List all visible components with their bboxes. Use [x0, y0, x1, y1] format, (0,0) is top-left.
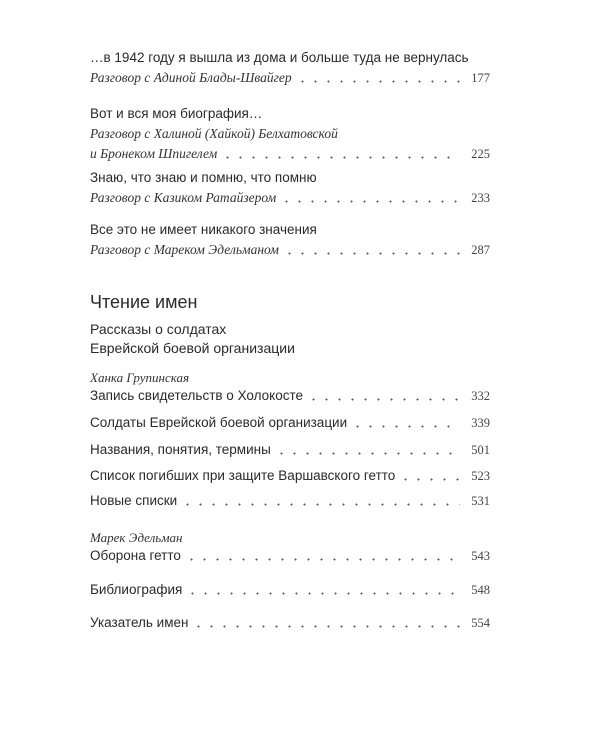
toc-entry[interactable]	[90, 546, 490, 566]
leader-dots	[275, 452, 460, 455]
section-subtitle	[90, 320, 470, 358]
toc-entry[interactable]	[90, 580, 490, 600]
toc-entry[interactable]	[90, 491, 490, 511]
entry-subtitle: Разговор с Халиной (Хайкой) Белхатовской	[90, 126, 338, 141]
page-number: 287	[471, 243, 490, 257]
toc-entry[interactable]	[90, 466, 490, 486]
entry-title: Названия, понятия, термины	[90, 442, 271, 457]
entry-title: Библиография	[90, 582, 183, 597]
leader-dots	[296, 80, 460, 83]
toc-entry[interactable]	[90, 104, 490, 164]
section-subtitle-line: Еврейской боевой организации	[90, 340, 295, 356]
entry-sub-row	[90, 144, 490, 164]
leader-dots	[307, 398, 460, 401]
entry-subtitle: Разговор с Казиком Ратайзером	[90, 190, 277, 205]
author-name: Ханка Групинская	[90, 370, 190, 385]
toc-entry[interactable]	[90, 386, 490, 406]
entry-sub-row	[90, 68, 490, 88]
section-title: Чтение имен	[90, 292, 198, 312]
leader-dots	[351, 425, 460, 428]
entry-title: Солдаты Еврейской боевой организации	[90, 415, 348, 430]
entry-title: Оборона гетто	[90, 548, 181, 563]
toc-entry[interactable]	[90, 440, 490, 460]
page-number: 543	[471, 549, 490, 563]
page-number: 332	[471, 389, 490, 403]
leader-dots	[283, 252, 460, 255]
page-number: 501	[471, 443, 490, 457]
entry-title: Список погибших при защите Варшавского гетто	[90, 468, 396, 483]
leader-dots	[221, 156, 460, 159]
entry-title: Знаю, что знаю и помню, что помню	[90, 170, 317, 185]
toc-entry[interactable]	[90, 613, 490, 633]
leader-dots	[185, 558, 460, 561]
toc-entry[interactable]	[90, 220, 490, 260]
page-number: 177	[471, 71, 490, 85]
entry-subtitle: Разговор с Мареком Эдельманом	[90, 242, 279, 257]
toc-entry[interactable]	[90, 48, 490, 88]
leader-dots	[280, 200, 460, 203]
toc-entry[interactable]	[90, 413, 490, 433]
leader-dots	[192, 625, 460, 628]
page-number: 531	[471, 494, 490, 508]
entry-title: Все это не имеет никакого значения	[90, 222, 317, 237]
entry-title: Вот и вся моя биография…	[90, 106, 263, 121]
section-subtitle-line: Рассказы о солдатах	[90, 321, 227, 337]
leader-dots	[181, 503, 460, 506]
entry-sub-row	[90, 240, 490, 260]
entry-title: …в 1942 году я вышла из дома и больше туда не вернулась	[90, 50, 469, 65]
entry-subtitle: Разговор с Адиной Блады-Швайгер	[90, 70, 292, 85]
page-number: 233	[471, 191, 490, 205]
leader-dots	[186, 592, 460, 595]
entry-title: Запись свидетельств о Холокосте	[90, 388, 304, 403]
author-name: Марек Эдельман	[90, 530, 183, 545]
page-number: 523	[471, 469, 490, 483]
entry-title: Указатель имен	[90, 615, 189, 630]
entry-title: Новые списки	[90, 493, 178, 508]
page-number: 339	[471, 416, 490, 430]
entry-subtitle: и Бронеком Шпигелем	[90, 146, 218, 161]
leader-dots	[399, 478, 460, 481]
page-number: 554	[471, 616, 490, 630]
entry-sub-row	[90, 188, 490, 208]
toc-entry[interactable]	[90, 168, 490, 208]
page-number: 548	[471, 583, 490, 597]
page-number: 225	[471, 147, 490, 161]
